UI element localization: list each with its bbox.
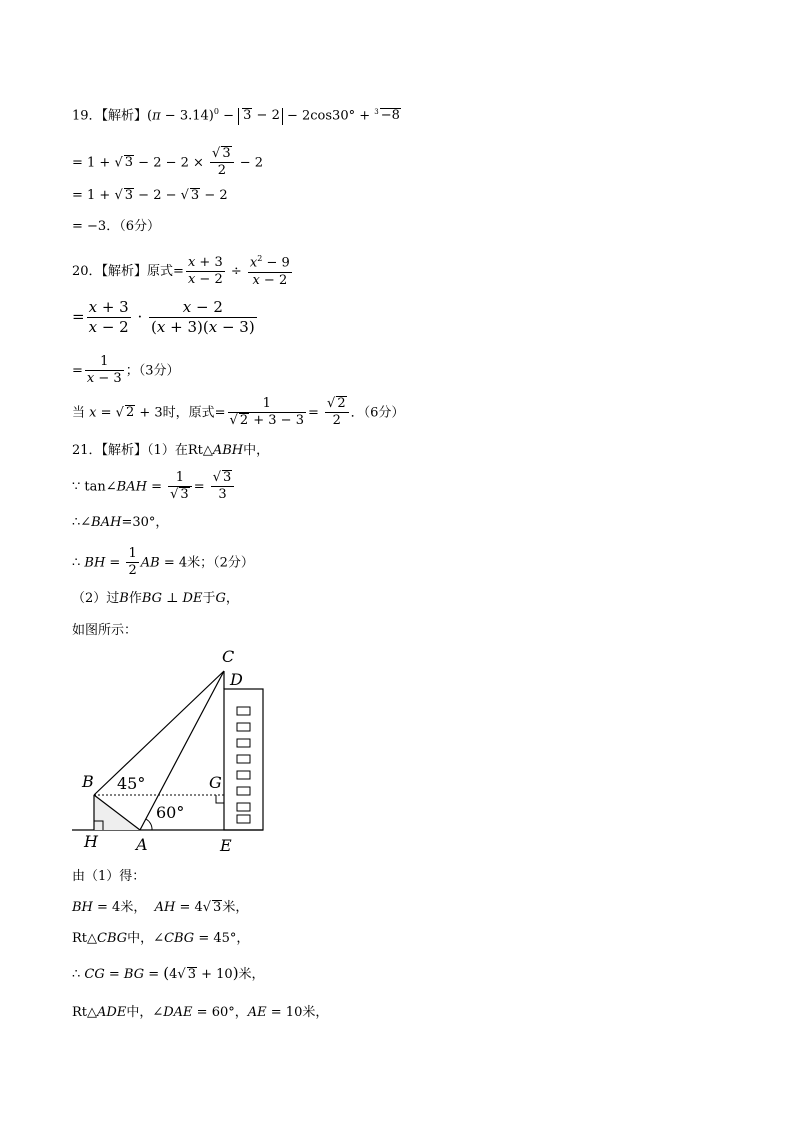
window (237, 803, 250, 811)
q21-label: 21．【解析】 (72, 443, 148, 458)
label-a: A (136, 835, 148, 854)
q21-bh-line: ∴ BH = $\frac{1}{2}$ AB = 4米；（2分） (72, 546, 254, 579)
q21-angle-line: ∴∠BAH=30°， (72, 515, 169, 530)
q20-line-2: = $\frac{1}{x - 3}$ ；（3分） (72, 354, 180, 387)
q21-cg: ∴ CG = BG = (4√ 3 + 10)米， (72, 964, 265, 982)
window (237, 723, 250, 731)
label-g: G (209, 773, 222, 792)
label-d: D (230, 670, 243, 689)
q20-label: 20．【解析】 (72, 263, 148, 279)
window (237, 755, 250, 763)
geometry-figure (70, 645, 280, 860)
window (237, 707, 250, 715)
q20-line-0: 20．【解析】原式= $\frac{x + 3}{x - 2}$ ÷ $\frac{x^2 - 9}{x - 2}$ (72, 254, 290, 288)
q19-line-1: = 1 + √ 3 − 2 − 2 × $\frac{√ 3}{2}$ − 2 (72, 146, 264, 179)
q19-line-2: = 1 + √ 3 − 2 − √ 3 − 2 (72, 188, 228, 203)
segment-bc (94, 671, 224, 795)
q21-cbg: Rt△CBG中，∠CBG = 45°， (72, 931, 250, 946)
q20-line-3: 当 x = √ 2 + 3时，原式= $\frac{1}{√ 2 + 3 - 3}$ = $\frac{√ 2}{2}$ ．（6分） (72, 396, 405, 429)
q21-tan-line: ∵ tan∠BAH = $\frac{1}{√ 3}$ = $\frac{√ 3}{3}$ (72, 470, 236, 504)
window (237, 771, 250, 779)
q21-ade: Rt△ADE中，∠DAE = 60°，AE = 10米， (72, 1005, 329, 1020)
q19-line-3: = −3．（6分） (72, 219, 160, 234)
label-c: C (222, 647, 235, 666)
q19-line-0: 19．【解析】$(\pi - 3.14)^0 - 3 - 2 - 2\cos 30^\circ + ^3 -8$ (72, 107, 400, 124)
right-angle-g (216, 795, 224, 803)
building (224, 689, 263, 830)
q21-fig-intro: 如图所示： (72, 623, 138, 638)
angle-arc-a (146, 819, 152, 830)
label-h: H (84, 832, 98, 851)
q19-label: 19．【解析】 (72, 108, 148, 124)
q21-line-0: 21．【解析】（1）在Rt△ABH中， (72, 443, 270, 458)
angle-label-a: 60° (156, 803, 185, 822)
q20-line-1: = $\frac{x + 3}{x - 2}$ · $\frac{x - 2}{(x + 3)(x - 3)}$ (72, 298, 255, 336)
label-e: E (220, 836, 232, 855)
q21-p2-intro: （2）过B作BG ⊥ DE于G， (72, 591, 239, 606)
window (237, 787, 250, 795)
window (237, 815, 250, 823)
label-b: B (82, 772, 94, 791)
angle-label-b: 45° (117, 774, 146, 793)
q21-bh-ah: BH = 4米， AH = 4√ 3米， (72, 900, 249, 915)
window (237, 739, 250, 747)
building-windows (237, 707, 250, 823)
q21-from1: 由（1）得： (72, 869, 146, 884)
